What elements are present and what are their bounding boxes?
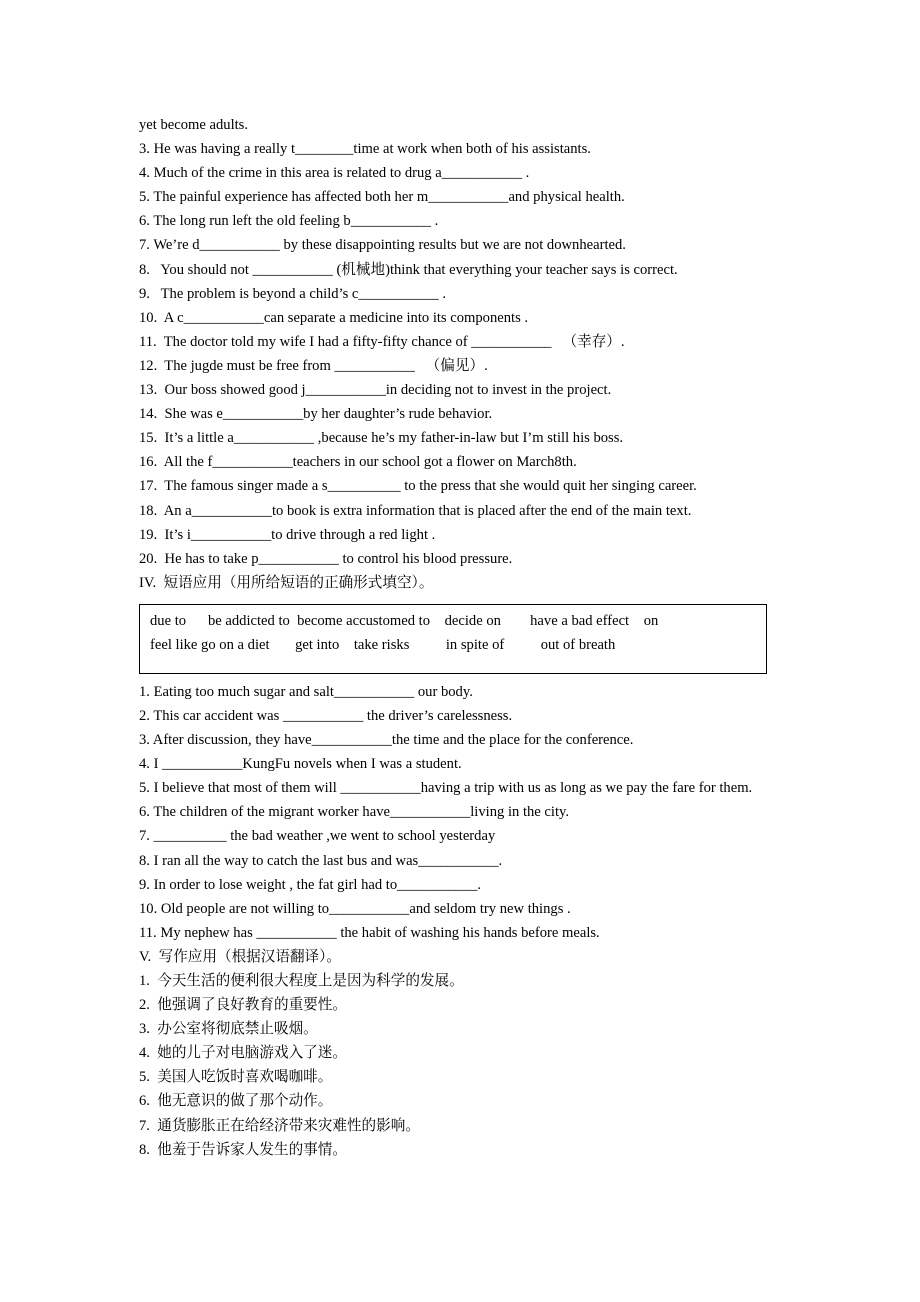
- exercise-line: 1. Eating too much sugar and salt___________ our body.: [139, 683, 473, 700]
- translation-line: 8. 他羞于告诉家人发生的事情。: [139, 1141, 347, 1158]
- exercise-line: 11. The doctor told my wife I had a fifty-fifty chance of ___________ （幸存）.: [139, 333, 625, 350]
- exercise-line: 5. I believe that most of them will ___________having a trip with us as long as we pay the fare for them.: [139, 780, 753, 797]
- exercise-line: 16. All the f___________teachers in our school got a flower on March8th.: [139, 454, 577, 471]
- exercise-line: yet become adults.: [139, 117, 249, 133]
- exercise-line: 4. I ___________KungFu novels when I was a student.: [139, 756, 462, 773]
- exercise-line: 10. A c___________can separate a medicine into its components .: [139, 309, 529, 326]
- exercise-line: 8. You should not ___________ (机械地)think that everything your teacher says is correct.: [139, 261, 678, 278]
- exercise-line: 8. I ran all the way to catch the last bus and was___________.: [139, 852, 503, 869]
- phrase-box: [139, 604, 767, 674]
- exercise-line: 19. It’s i___________to drive through a red light .: [139, 526, 436, 543]
- exercise-line: 6. The children of the migrant worker have___________living in the city.: [139, 804, 570, 821]
- part3-exercise-list: [139, 113, 799, 571]
- exercise-line: 7. We’re d___________ by these disappointing results but we are not downhearted.: [139, 237, 626, 254]
- translation-line: 3. 办公室将彻底禁止吸烟。: [139, 1021, 318, 1038]
- translation-line: 7. 通货膨胀正在给经济带来灾难性的影响。: [139, 1117, 420, 1134]
- exercise-line: 3. After discussion, they have___________the time and the place for the conference.: [139, 732, 634, 749]
- exercise-line: 5. The painful experience has affected both her m___________and physical health.: [139, 189, 625, 206]
- exercise-line: 9. The problem is beyond a child’s c___________ .: [139, 285, 446, 302]
- exercise-line: 2. This car accident was ___________ the driver’s carelessness.: [139, 707, 513, 724]
- exercise-line: 17. The famous singer made a s__________ to the press that she would quit her singing career.: [139, 478, 697, 495]
- translation-line: 6. 他无意识的做了那个动作。: [139, 1093, 333, 1110]
- exercise-line: 15. It’s a little a___________ ,because he’s my father-in-law but I’m still his boss.: [139, 430, 624, 447]
- phrase-box-row: feel like go on a diet get into take risks in spite of out of breath: [150, 636, 616, 653]
- exercise-line: 6. The long run left the old feeling b___________ .: [139, 213, 439, 230]
- document-page: [139, 113, 799, 1162]
- part5-translation-list: [139, 969, 799, 1162]
- exercise-line: 3. He was having a really t________time at work when both of his assistants.: [139, 141, 591, 158]
- exercise-line: 13. Our boss showed good j___________in deciding not to invest in the project.: [139, 382, 612, 399]
- exercise-line: 12. The jugde must be free from ___________ （偏见）.: [139, 357, 488, 374]
- part4-exercise-list: [139, 680, 799, 945]
- exercise-line: 11. My nephew has ___________ the habit of washing his hands before meals.: [139, 924, 600, 941]
- translation-line: 1. 今天生活的便利很大程度上是因为科学的发展。: [139, 973, 464, 989]
- exercise-line: 4. Much of the crime in this area is related to drug a___________ .: [139, 165, 530, 182]
- exercise-line: 10. Old people are not willing to___________and seldom try new things .: [139, 900, 571, 917]
- translation-line: 2. 他强调了良好教育的重要性。: [139, 997, 347, 1014]
- section-heading-iv: IV. 短语应用（用所给短语的正确形式填空）。: [139, 574, 434, 591]
- exercise-line: 9. In order to lose weight , the fat girl had to___________.: [139, 876, 482, 893]
- phrase-box-row: due to be addicted to become accustomed to decide on have a bad effect on: [150, 612, 659, 629]
- exercise-line: 20. He has to take p___________ to control his blood pressure.: [139, 550, 513, 567]
- exercise-line: 18. An a___________to book is extra information that is placed after the end of the main text.: [139, 502, 692, 519]
- translation-line: 4. 她的儿子对电脑游戏入了迷。: [139, 1045, 347, 1062]
- section-heading-v: V. 写作应用（根据汉语翻译）。: [139, 948, 342, 965]
- exercise-line: 14. She was e___________by her daughter’s rude behavior.: [139, 406, 493, 423]
- translation-line: 5. 美国人吃饭时喜欢喝咖啡。: [139, 1069, 333, 1086]
- exercise-line: 7. __________ the bad weather ,we went to school yesterday: [139, 828, 496, 845]
